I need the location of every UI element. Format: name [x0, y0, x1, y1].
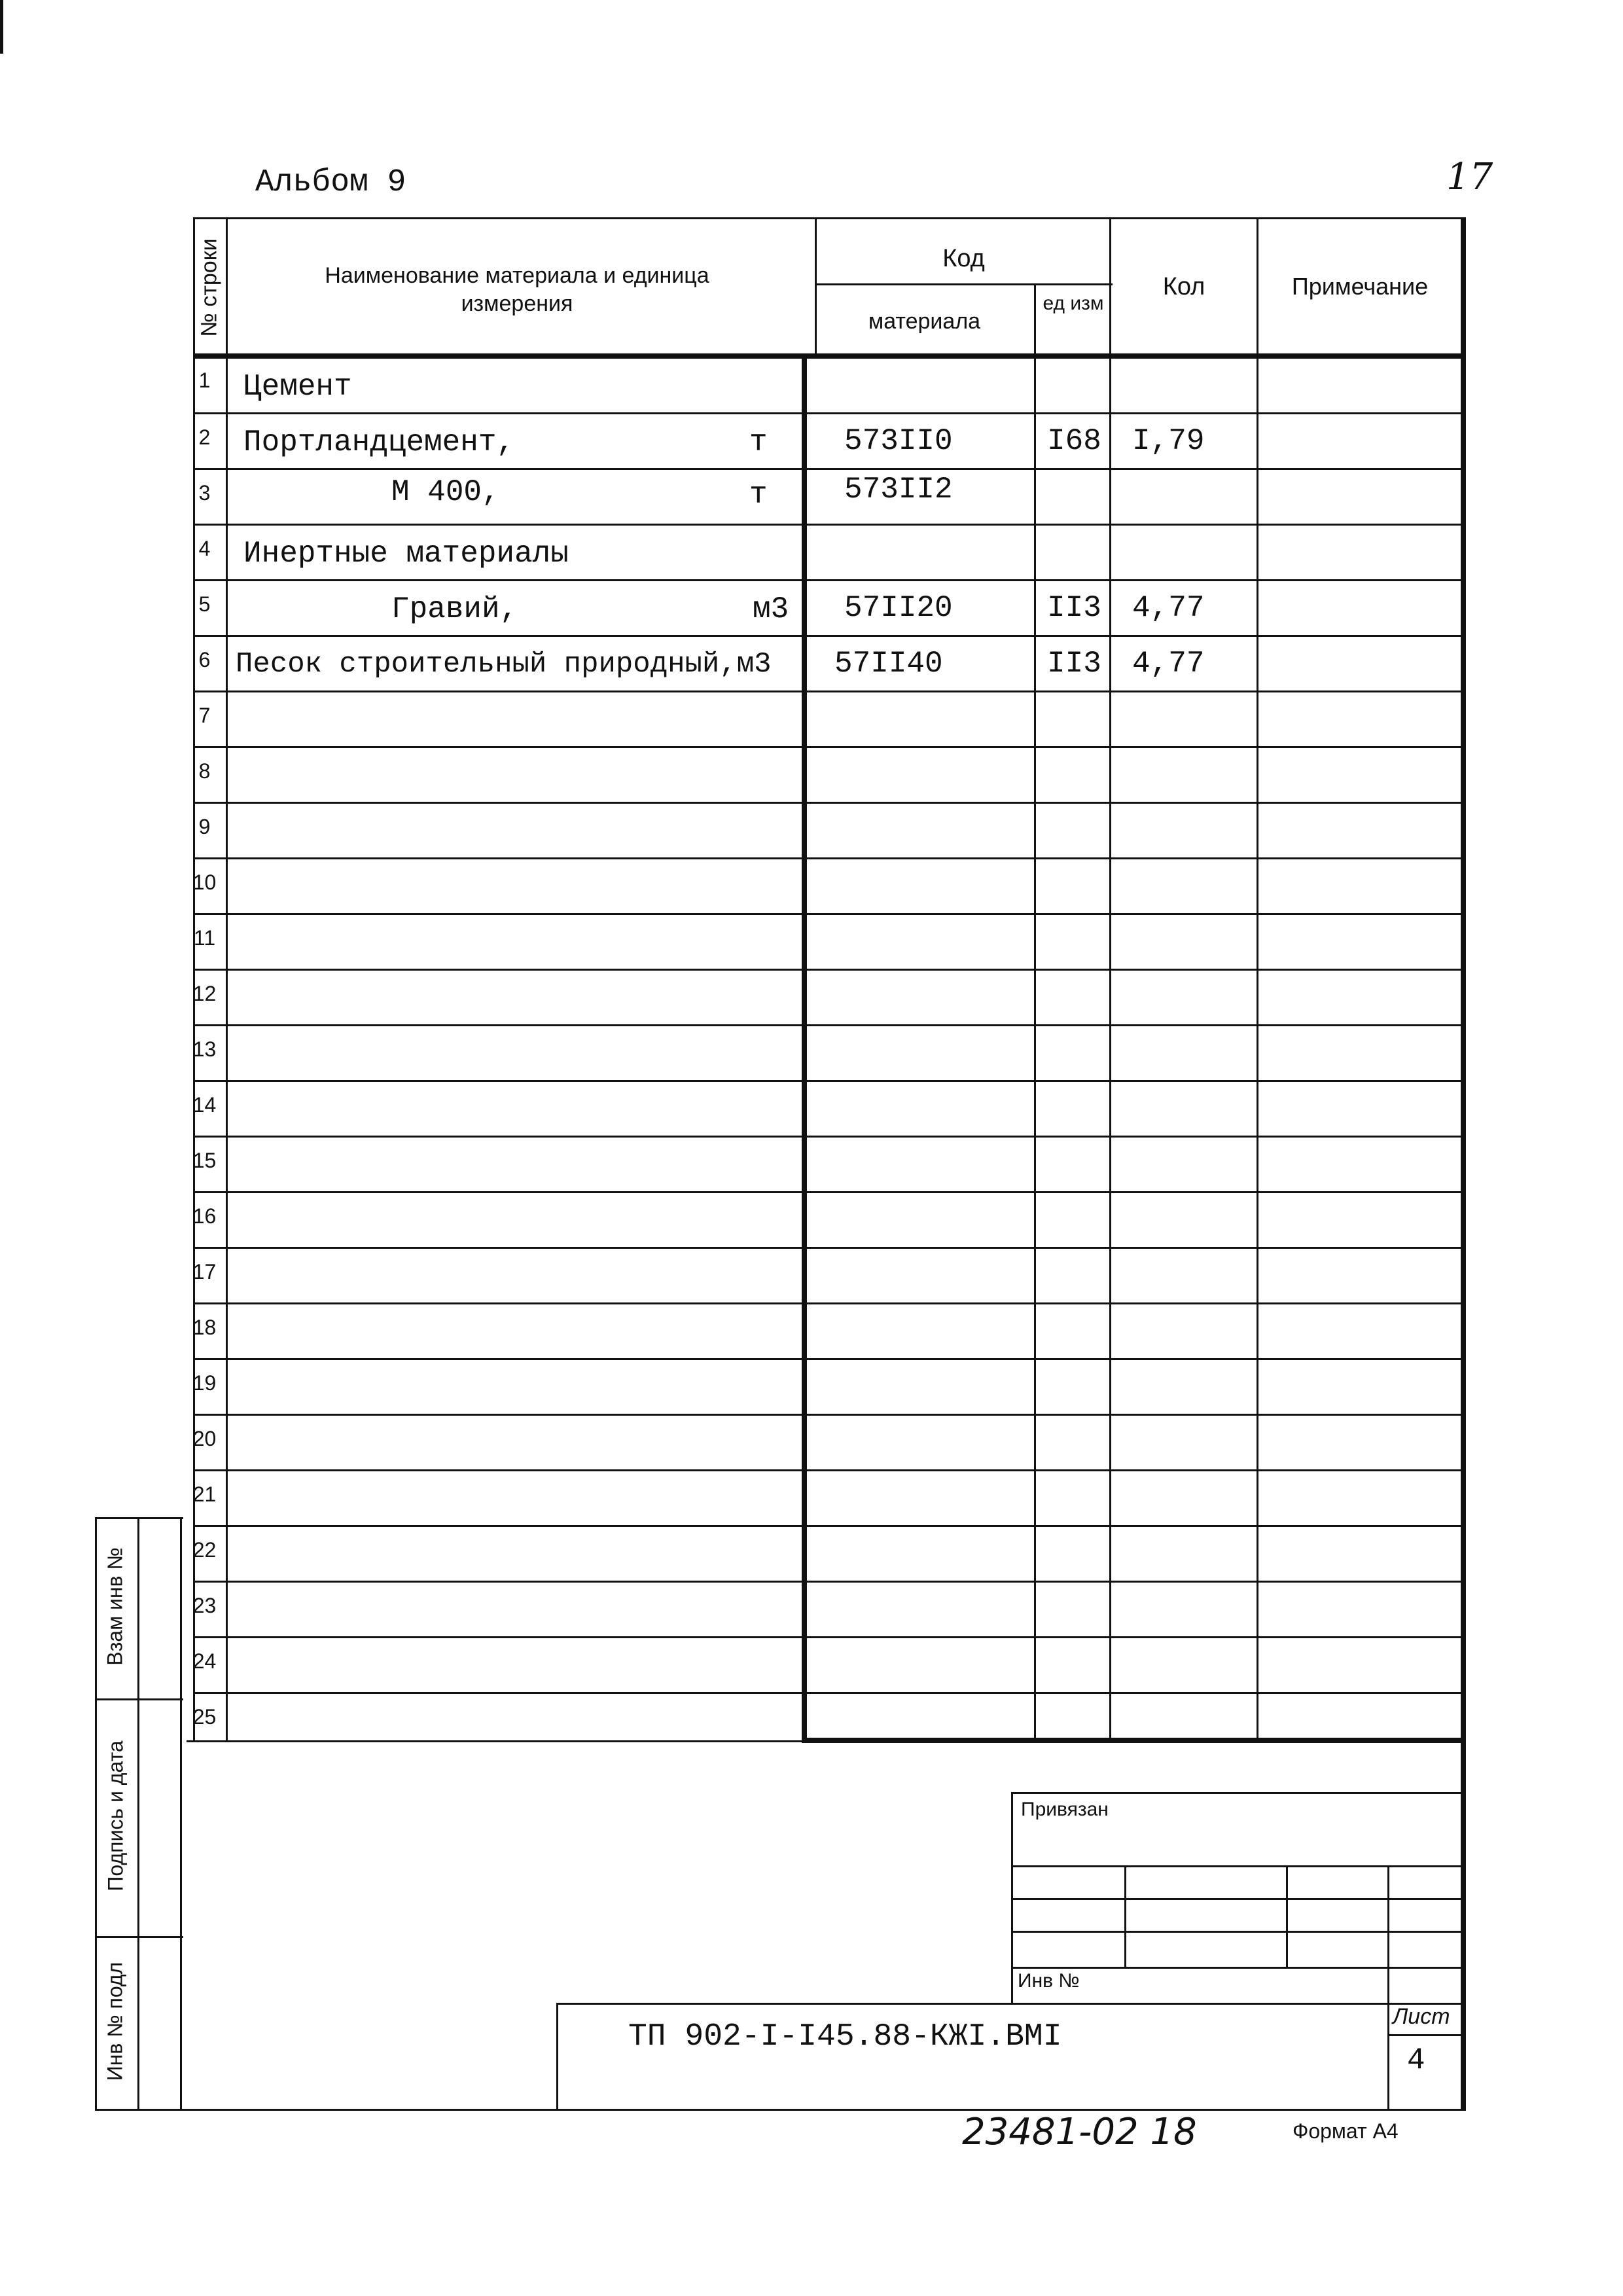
row-number: 4: [198, 537, 211, 560]
row-number: 25: [192, 1705, 217, 1729]
column-header-name: Наименование материала и единица измерения: [325, 263, 709, 316]
quantity: 4,77: [1132, 591, 1205, 625]
album-title: Альбом 9: [255, 165, 406, 200]
row-number: 2: [198, 425, 211, 449]
format-label: Формат А4: [1293, 2119, 1399, 2143]
row-number: 5: [198, 592, 211, 616]
material-unit: т: [749, 425, 768, 459]
row-number: 17: [192, 1260, 217, 1283]
material-code: 573II0: [844, 424, 953, 458]
unit-code: II3: [1047, 591, 1101, 625]
row-number: 9: [198, 815, 211, 838]
inv-no-label: Инв №: [1018, 1970, 1080, 1992]
vzam-inv-label: Взам инв №: [103, 1547, 127, 1666]
column-header-code-unit: ед изм: [1043, 293, 1104, 314]
signature-date-label: Подпись и дата: [103, 1740, 128, 1892]
material-name: М 400,: [391, 475, 500, 509]
row-number: 14: [192, 1093, 217, 1117]
material-name: Гравий,: [391, 592, 518, 626]
row-number: 6: [198, 648, 211, 672]
column-header-code-material: материала: [868, 309, 981, 334]
column-header-code: Код: [942, 245, 985, 272]
row-number: 16: [192, 1204, 217, 1228]
material-unit: м3: [753, 592, 789, 626]
row-number: 7: [198, 704, 211, 727]
quantity: I,79: [1132, 424, 1205, 458]
material-name: Песок строительный природный,м3: [236, 648, 772, 681]
row-number: 18: [192, 1316, 217, 1339]
page-mark: 17: [1446, 156, 1493, 198]
row-number: 13: [192, 1037, 217, 1061]
row-number: 22: [192, 1538, 217, 1562]
row-number: 23: [192, 1594, 217, 1617]
unit-code: II3: [1047, 647, 1101, 681]
row-number: 21: [192, 1482, 217, 1506]
row-number: 24: [192, 1649, 217, 1673]
document-code: ТП 902-I-I45.88-КЖI.ВМI: [628, 2019, 1062, 2054]
handwritten-code: 23481-02 18: [962, 2111, 1197, 2153]
row-number: 20: [192, 1427, 217, 1450]
material-code: 57II20: [844, 591, 953, 625]
sheet-label: Лист: [1393, 2004, 1450, 2029]
inv-podl-label: Инв № подл: [103, 1962, 127, 2081]
material-name: Цемент: [243, 370, 352, 404]
privyazan-label: Привязан: [1021, 1799, 1109, 1820]
column-header-qty: Кол: [1162, 273, 1205, 300]
row-number: 1: [198, 368, 211, 392]
row-number: 11: [193, 926, 216, 950]
column-header-row-no: № строки: [196, 238, 222, 337]
row-number: 10: [192, 870, 217, 894]
material-code: 573II2: [844, 473, 953, 507]
sheet-number: 4: [1407, 2043, 1425, 2077]
quantity: 4,77: [1132, 647, 1205, 681]
row-number: 19: [192, 1371, 217, 1395]
row-number: 3: [198, 481, 211, 505]
material-code: 57II40: [834, 647, 943, 681]
row-number: 12: [192, 982, 217, 1005]
material-unit: т: [749, 478, 768, 512]
row-number: 15: [192, 1149, 217, 1172]
page-mark-tick: [0, 0, 3, 54]
row-number: 8: [198, 759, 211, 783]
unit-code: I68: [1047, 424, 1101, 458]
material-name: Портландцемент,: [243, 425, 515, 459]
material-name: Инертные материалы: [243, 537, 569, 571]
column-header-note: Примечание: [1291, 273, 1429, 300]
